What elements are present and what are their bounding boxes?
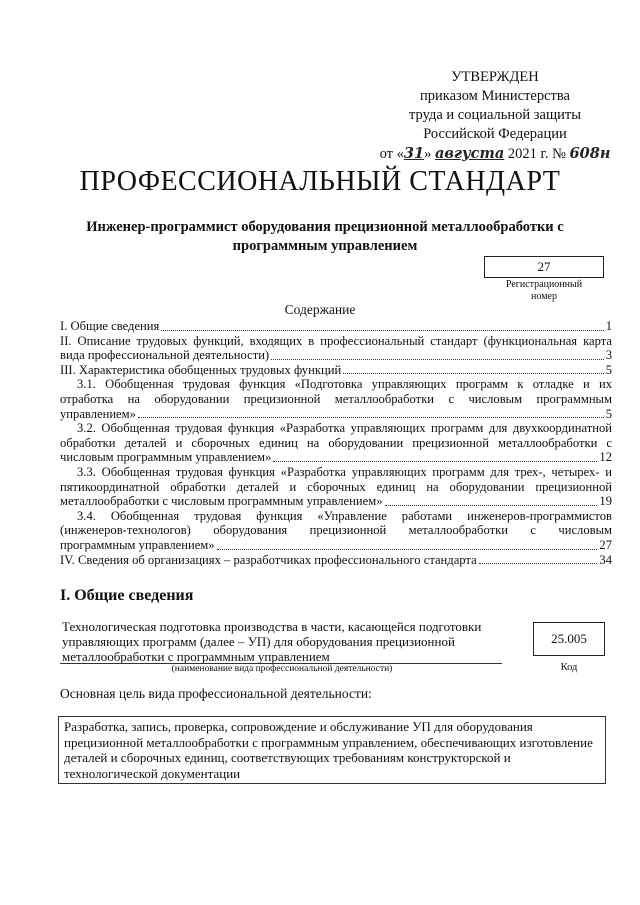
toc-leader bbox=[385, 505, 598, 506]
toc-item[interactable] bbox=[60, 553, 612, 568]
toc-item-line: II. Описание трудовых функций, входящих в профессиональный стандарт (функциональная карта bbox=[60, 333, 612, 348]
toc-item-line: 3.2. Обобщенная трудовая функция «Разработка управляющих программ для двухкоординатной bbox=[77, 421, 612, 436]
purpose-label: Основная цель вида профессиональной деятельности: bbox=[60, 686, 372, 701]
document-title: ПРОФЕССИОНАЛЬНЫЙ СТАНДАРТ bbox=[79, 166, 561, 197]
approved-line: приказом Министерства bbox=[420, 88, 570, 104]
toc-item-line: 3.1. Обобщенная трудовая функция «Подготовка управляющих программ к отладке и их bbox=[77, 377, 612, 392]
registration-label-line: Регистрационный bbox=[505, 279, 583, 290]
toc-item[interactable] bbox=[60, 319, 612, 334]
toc-leader bbox=[343, 373, 604, 374]
toc-item-line: отработка на оборудовании прецизионной металлообработки с числовым программным bbox=[60, 391, 612, 406]
approval-date bbox=[370, 144, 620, 164]
toc-item[interactable] bbox=[60, 509, 612, 553]
toc-leader bbox=[161, 330, 603, 331]
toc-leader bbox=[217, 549, 598, 550]
toc-item-text: I. Общие сведения bbox=[60, 319, 160, 333]
toc-item[interactable] bbox=[60, 377, 612, 421]
toc-item-line: программным управлением» bbox=[60, 537, 215, 552]
activity-code: 25.005 bbox=[533, 622, 605, 656]
toc-item-line: металлообработки с числовым программным управлением» bbox=[60, 494, 383, 509]
purpose-text: Разработка, запись, проверка, сопровождение и обслуживание УП для оборудования прецизионной металлообработки с программным управлением, обеспечивающих изготовление деталей и сборочных единиц, соответствующих требованиям конструкторской и технологической документации bbox=[58, 716, 606, 784]
toc-item-line: обработки деталей и сборочных единиц на оборудовании прецизионной металлообработки с bbox=[60, 435, 612, 450]
date-year: 2021 г. № bbox=[507, 146, 566, 162]
toc-item-page: 27 bbox=[599, 537, 612, 552]
approved-title: УТВЕРЖДЕН bbox=[451, 69, 539, 85]
toc-item-line: (инженеров-технологов) оборудования прецизионной металлообработки с числовым bbox=[60, 523, 612, 538]
date-day: 31 bbox=[403, 145, 425, 162]
approved-line: Российской Федерации bbox=[423, 126, 567, 142]
order-number: 608н bbox=[569, 145, 611, 162]
toc-leader bbox=[479, 563, 598, 564]
registration-label bbox=[484, 279, 604, 303]
activity-caption: (наименование вида профессиональной деятельности) bbox=[171, 664, 393, 674]
registration-number: 27 bbox=[484, 256, 604, 278]
toc-item-line: управлением» bbox=[60, 406, 136, 421]
section-heading: I. Общие сведения bbox=[60, 587, 194, 604]
toc-item-page: 12 bbox=[599, 450, 612, 465]
toc-leader bbox=[273, 461, 597, 462]
toc-item-line: числовым программным управлением» bbox=[60, 450, 272, 465]
toc-item[interactable] bbox=[60, 465, 612, 509]
registration-label-line: номер bbox=[531, 291, 557, 302]
toc-item[interactable] bbox=[60, 363, 612, 378]
toc-item-page: 1 bbox=[605, 319, 612, 333]
toc-item-page: 3 bbox=[605, 348, 612, 363]
toc-item-line: пятикоординатной обработки деталей и сборочных единиц на оборудовании прецизионной bbox=[60, 479, 612, 494]
date-prefix: от « bbox=[379, 146, 404, 162]
toc-item-text: IV. Сведения об организациях – разработчиках профессионального стандарта bbox=[60, 552, 477, 567]
toc-leader bbox=[138, 417, 604, 418]
code-label: Код bbox=[560, 662, 578, 673]
toc-item-page: 19 bbox=[599, 494, 612, 509]
toc-item-page: 5 bbox=[605, 406, 612, 421]
date-month: августа bbox=[434, 145, 505, 162]
toc-item-page: 5 bbox=[605, 362, 612, 377]
toc-item-line: 3.3. Обобщенная трудовая функция «Разработка управляющих программ для трех-, четырех- и bbox=[77, 464, 612, 479]
standard-name: Инженер-программист оборудования прецизионной металлообработки с программным управлением bbox=[86, 219, 564, 254]
date-mid: » bbox=[424, 146, 435, 162]
toc-leader bbox=[271, 359, 604, 360]
approved-line: труда и социальной защиты bbox=[409, 107, 581, 123]
toc-item[interactable] bbox=[60, 334, 612, 363]
toc-item-line: 3.4. Обобщенная трудовая функция «Управление работами инженеров-программистов bbox=[77, 508, 612, 523]
toc-item[interactable] bbox=[60, 421, 612, 465]
toc-item-page: 34 bbox=[599, 552, 612, 567]
toc-title: Содержание bbox=[284, 302, 356, 317]
toc-item-text: III. Характеристика обобщенных трудовых функций bbox=[60, 362, 342, 377]
table-of-contents bbox=[60, 319, 612, 567]
toc-item-line: вида профессиональной деятельности) bbox=[60, 348, 270, 363]
activity-name: Технологическая подготовка производства в части, касающейся подготовки управляющих программ (далее – УП) для оборудования прецизионной металлообработки с программным управлением bbox=[62, 619, 482, 664]
approval-block bbox=[370, 68, 620, 164]
